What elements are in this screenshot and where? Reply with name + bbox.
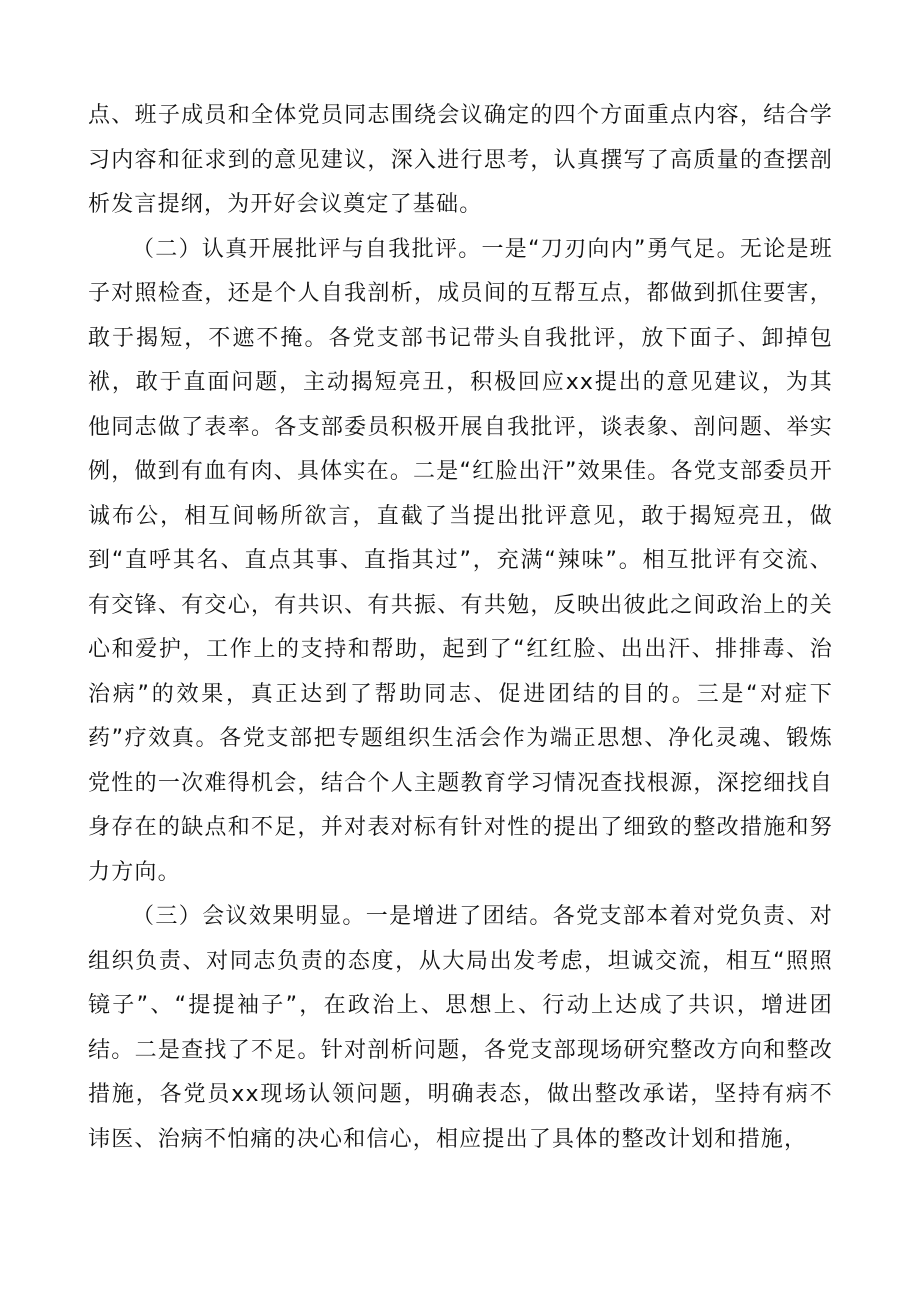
paragraph-criticism-self-criticism: （二）认真开展批评与自我批评。一是“刀刃向内”勇气足。无论是班子对照检查，还是个人自我剖析，成员间的互帮互点，都做到抓住要害，敢于揭短，不遮不掩。各党支部书记带头自我批评，放下面子、卸掉包袱，敢于直面问题，主动揭短亮丑，积极回应xx提出的意见建议，为其他同志做了表率。各支部委员积极开展自我批评，谈表象、剖问题、举实例，做到有血有肉、具体实在。二是“红脸出汗”效果佳。各党支部委员开诚布公，相互间畅所欲言，直截了当提出批评意见，敢于揭短亮丑，做到“直呼其名、直点其事、直指其过”，充满“辣味”。相互批评有交流、有交锋、有交心，有共识、有共振、有共勉，反映出彼此之间政治上的关心和爱护，工作上的支持和帮助，起到了“红红脸、出出汗、排排毒、治治病”的效果，真正达到了帮助同志、促进团结的目的。三是“对症下药”疗效真。各党支部把专题组织生活会作为端正思想、净化灵魂、锻炼党性的一次难得机会，结合个人主题教育学习情况查找根源，深挖细找自身存在的缺点和不足，并对表对标有针对性的提出了细致的整改措施和努力方向。 <box>88 236 833 885</box>
paragraph-continuation: 点、班子成员和全体党员同志围绕会议确定的四个方面重点内容，结合学习内容和征求到的意见建议，深入进行思考，认真撰写了高质量的查摆剖析发言提纲，为开好会议奠定了基础。 <box>88 103 833 217</box>
paragraph-meeting-effect: （三）会议效果明显。一是增进了团结。各党支部本着对党负责、对组织负责、对同志负责的态度，从大局出发考虑，坦诚交流，相互“照照镜子”、“提提袖子”，在政治上、思想上、行动上达成了共识，增进团结。二是查找了不足。针对剖析问题，各党支部现场研究整改方向和整改措施，各党员xx现场认领问题，明确表态，做出整改承诺，坚持有病不讳医、治病不怕痛的决心和信心，相应提出了具体的整改计划和措施， <box>88 904 833 1152</box>
document-body <box>88 94 833 1162</box>
